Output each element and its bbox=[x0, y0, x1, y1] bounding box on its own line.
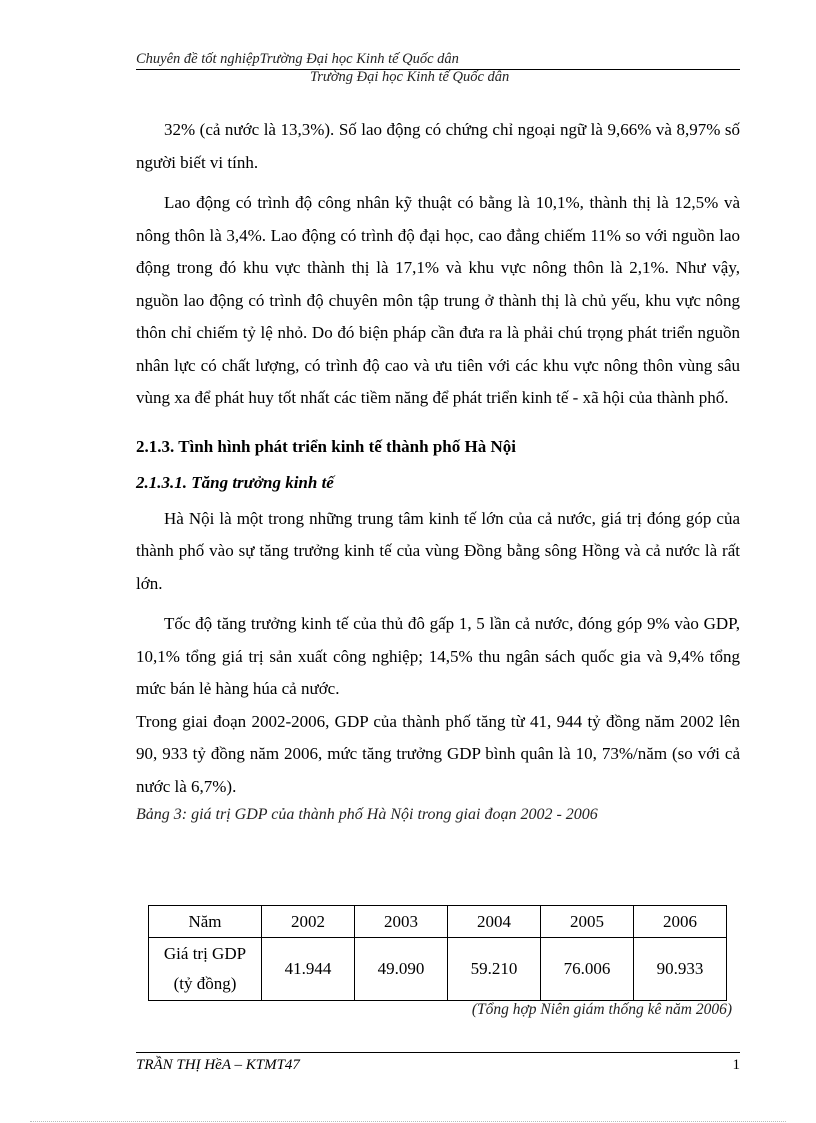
paragraph-2: Lao động có trình độ công nhân kỹ thuật có bằng là 10,1%, thành thị là 12,5% và nông thôn là 3,4%. Lao động có trình độ đại học, cao đẳng chiếm 11% so với nguồn lao động trong đó khu vực thành thị là 17,1% và khu vực nông thôn là 2,1%. Như vậy, nguồn lao động có trình độ chuyên môn tập trung ở thành thị là chủ yếu, khu vực nông thôn chỉ chiếm tỷ lệ nhỏ. Do đó biện pháp cần đưa ra là phải chú trọng phát triển nguồn nhân lực có chất lượng, có trình độ cao và ưu tiên với các khu vực nông thôn vùng sâu vùng xa để phát huy tốt nhất các tiềm năng để phát triển kinh tế - xã hội của thành phố. bbox=[136, 193, 740, 407]
table-header-row bbox=[149, 906, 727, 938]
table-year-cell: 2005 bbox=[541, 906, 634, 938]
paragraph-1: 32% (cả nước là 13,3%). Số lao động có chứng chỉ ngoại ngữ là 9,66% và 8,97% số người biết vi tính. bbox=[136, 120, 740, 172]
page-number: 1 bbox=[732, 1057, 740, 1073]
table-row bbox=[149, 938, 727, 1001]
table-year-cell: 2006 bbox=[634, 906, 727, 938]
table-value-cell: 49.090 bbox=[355, 938, 448, 1001]
row-label-line1: Giá trị GDP bbox=[163, 944, 247, 963]
table-row-label bbox=[149, 938, 262, 1001]
gdp-table bbox=[148, 905, 727, 1001]
page-edge bbox=[30, 1121, 786, 1122]
paragraph-4: Tốc độ tăng trưởng kinh tế của thủ đô gấp 1, 5 lần cả nước, đóng góp 9% vào GDP, 10,1% tổng giá trị sản xuất công nghiệp; 14,5% thu ngân sách quốc gia và 9,4% tổng mức bán lẻ hàng húa cả nước. bbox=[136, 614, 740, 698]
header-subtitle: Trường Đại học Kinh tế Quốc dân bbox=[310, 69, 510, 85]
section-heading: 2.1.3. Tình hình phát triển kinh tế thành phố Hà Nội bbox=[136, 436, 516, 456]
table-year-cell: 2004 bbox=[448, 906, 541, 938]
table-value-cell: 90.933 bbox=[634, 938, 727, 1001]
table-value-cell: 41.944 bbox=[262, 938, 355, 1001]
paragraph-3: Hà Nội là một trong những trung tâm kinh tế lớn của cả nước, giá trị đóng góp của thành phố vào sự tăng trưởng kinh tế của vùng Đồng bằng sông Hồng và cả nước là rất lớn. bbox=[136, 508, 740, 593]
subsection-heading: 2.1.3.1. Tăng trưởng kinh tế bbox=[136, 472, 334, 492]
table-value-cell: 59.210 bbox=[448, 938, 541, 1001]
document-body bbox=[136, 114, 740, 827]
table-year-cell: 2003 bbox=[355, 906, 448, 938]
header-title: Chuyên đề tốt nghiệpTrường Đại học Kinh tế Quốc dân bbox=[136, 51, 459, 67]
page-footer bbox=[136, 1052, 740, 1077]
table-value-cell: 76.006 bbox=[541, 938, 634, 1001]
paragraph-5: Trong giai đoạn 2002-2006, GDP của thành phố tăng từ 41, 944 tỷ đồng năm 2002 lên 90, 933 tỷ đồng năm 2006, mức tăng trưởng GDP bình quân là 10, 73%/năm (so với cả nước là 6,7%). bbox=[136, 711, 740, 796]
table-header-label: Năm bbox=[149, 906, 262, 938]
page-header bbox=[136, 50, 740, 84]
table-year-cell: 2002 bbox=[262, 906, 355, 938]
table-caption: Bảng 3: giá trị GDP của thành phố Hà Nội trong giai đoạn 2002 - 2006 bbox=[136, 806, 598, 823]
row-label-line2: (tỷ đồng) bbox=[173, 974, 237, 993]
footer-author: TRẦN THỊ HềA – KTMT47 bbox=[136, 1057, 300, 1073]
table-source: (Tổng hợp Niên giám thống kê năm 2006) bbox=[471, 1001, 732, 1018]
